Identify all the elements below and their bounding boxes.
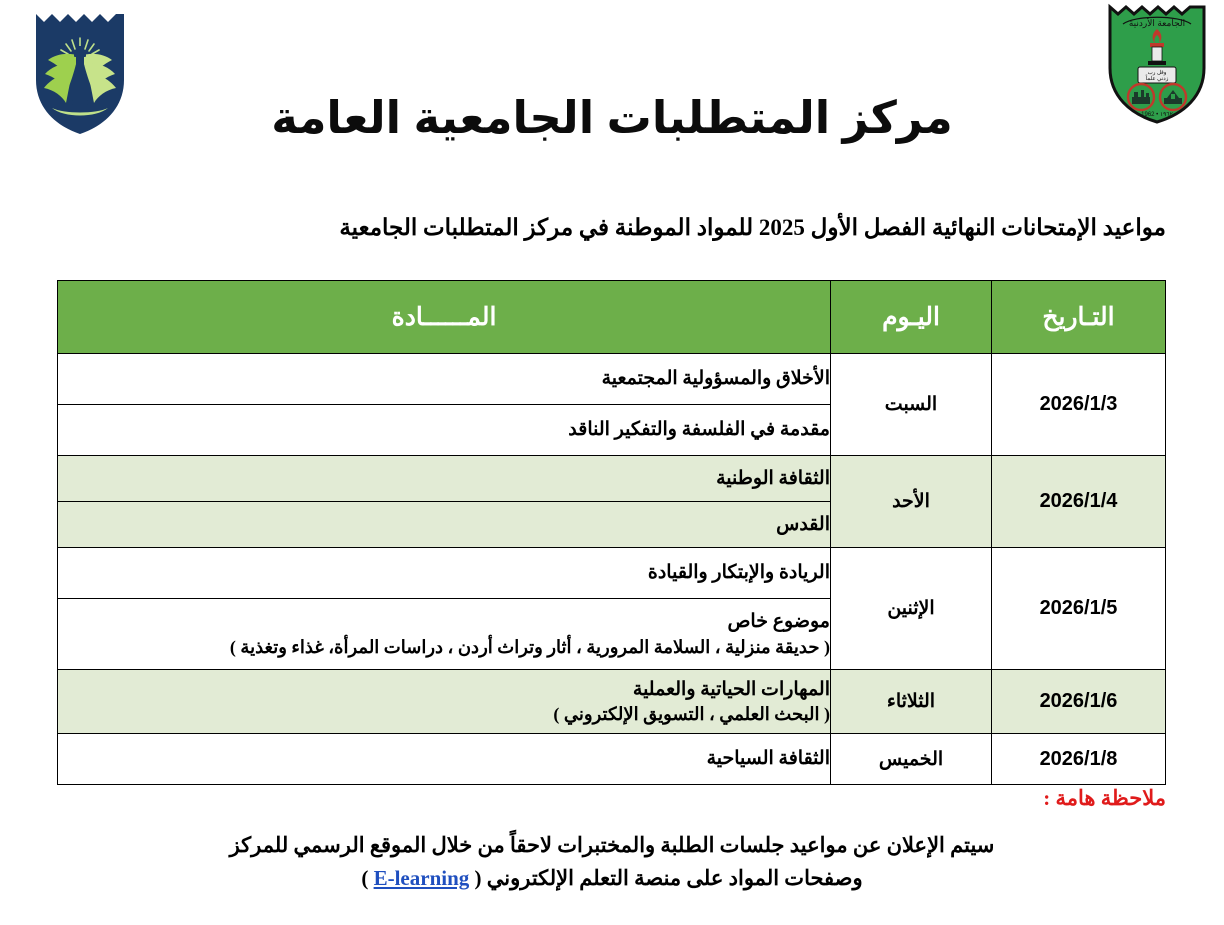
note-body — [58, 829, 1166, 894]
university-of-jordan-seal — [1105, 2, 1209, 124]
table-header-row — [58, 281, 1166, 354]
exam-schedule-table — [57, 280, 1166, 785]
cell-subject — [58, 548, 831, 599]
cell-day: الخميس — [831, 734, 992, 785]
cell-subject — [58, 354, 831, 405]
cell-date: 2026/1/8 — [992, 734, 1166, 785]
svg-text:١٩٦٢ • 1962: ١٩٦٢ • 1962 — [1141, 112, 1173, 118]
cell-day: الثلاثاء — [831, 670, 992, 734]
page-title: مركز المتطلبات الجامعية العامة — [271, 92, 953, 144]
cell-subject — [58, 670, 831, 734]
note-line-1: سيتم الإعلان عن مواعيد جلسات الطلبة والمختبرات لاحقاً من خلال الموقع الرسمي للمركز — [229, 833, 995, 857]
svg-text:زدني علماً: زدني علماً — [1145, 76, 1169, 82]
subject-name: الأخلاق والمسؤولية المجتمعية — [601, 368, 830, 390]
svg-text:الجامعة الأردنية: الجامعة الأردنية — [1128, 18, 1186, 28]
subject-name: الثقافة السياحية — [706, 748, 830, 770]
table-row — [58, 354, 1166, 405]
column-header-date: التـاريخ — [992, 281, 1166, 354]
e-learning-link[interactable]: E-learning — [373, 865, 470, 890]
subject-name: موضوع خاص — [727, 611, 830, 633]
subject-name: الثقافة الوطنية — [716, 467, 830, 489]
cell-subject — [58, 405, 831, 456]
subject-name: القدس — [776, 513, 830, 535]
important-note — [58, 786, 1166, 894]
table-header — [58, 281, 1166, 354]
cell-subject — [58, 599, 831, 670]
table-row — [58, 670, 1166, 734]
cell-day: الإثنين — [831, 548, 992, 670]
column-header-subject: المــــــادة — [58, 281, 831, 354]
column-header-day: اليـوم — [831, 281, 992, 354]
table-row — [58, 734, 1166, 785]
cell-subject — [58, 734, 831, 785]
cell-subject — [58, 456, 831, 502]
page-header — [0, 0, 1224, 175]
cell-date: 2026/1/3 — [992, 354, 1166, 456]
cell-date: 2026/1/4 — [992, 456, 1166, 548]
schedule-subtitle: مواعيد الإمتحانات النهائية الفصل الأول 2025 للمواد الموطنة في مركز المتطلبات الجامعية — [339, 215, 1166, 240]
cell-day: السبت — [831, 354, 992, 456]
note-line-2-prefix: وصفحات المواد على منصة التعلم الإلكتروني ( — [469, 865, 863, 890]
subject-detail: ( حديقة منزلية ، السلامة المرورية ، أثار وتراث أردن ، دراسات المرأة، غذاء وتغذية ) — [229, 636, 830, 657]
table-row — [58, 456, 1166, 502]
subject-name: مقدمة في الفلسفة والتفكير الناقد — [568, 419, 830, 441]
subject-detail: ( البحث العلمي ، التسويق الإلكتروني ) — [553, 704, 830, 725]
cell-subject — [58, 502, 831, 548]
subject-name: الريادة والإبتكار والقيادة — [647, 562, 830, 584]
cell-day: الأحد — [831, 456, 992, 548]
subject-name: المهارات الحياتية والعملية — [632, 678, 830, 700]
svg-text:وقل رب: وقل رب — [1147, 70, 1167, 76]
note-line-2 — [58, 862, 1166, 895]
cell-date: 2026/1/5 — [992, 548, 1166, 670]
exam-schedule-table-container — [58, 280, 1166, 785]
table-row — [58, 548, 1166, 599]
note-title: ملاحظة هامة : — [1043, 786, 1166, 810]
cell-date: 2026/1/6 — [992, 670, 1166, 734]
note-line-2-suffix: ) — [361, 865, 374, 890]
table-body — [58, 354, 1166, 785]
